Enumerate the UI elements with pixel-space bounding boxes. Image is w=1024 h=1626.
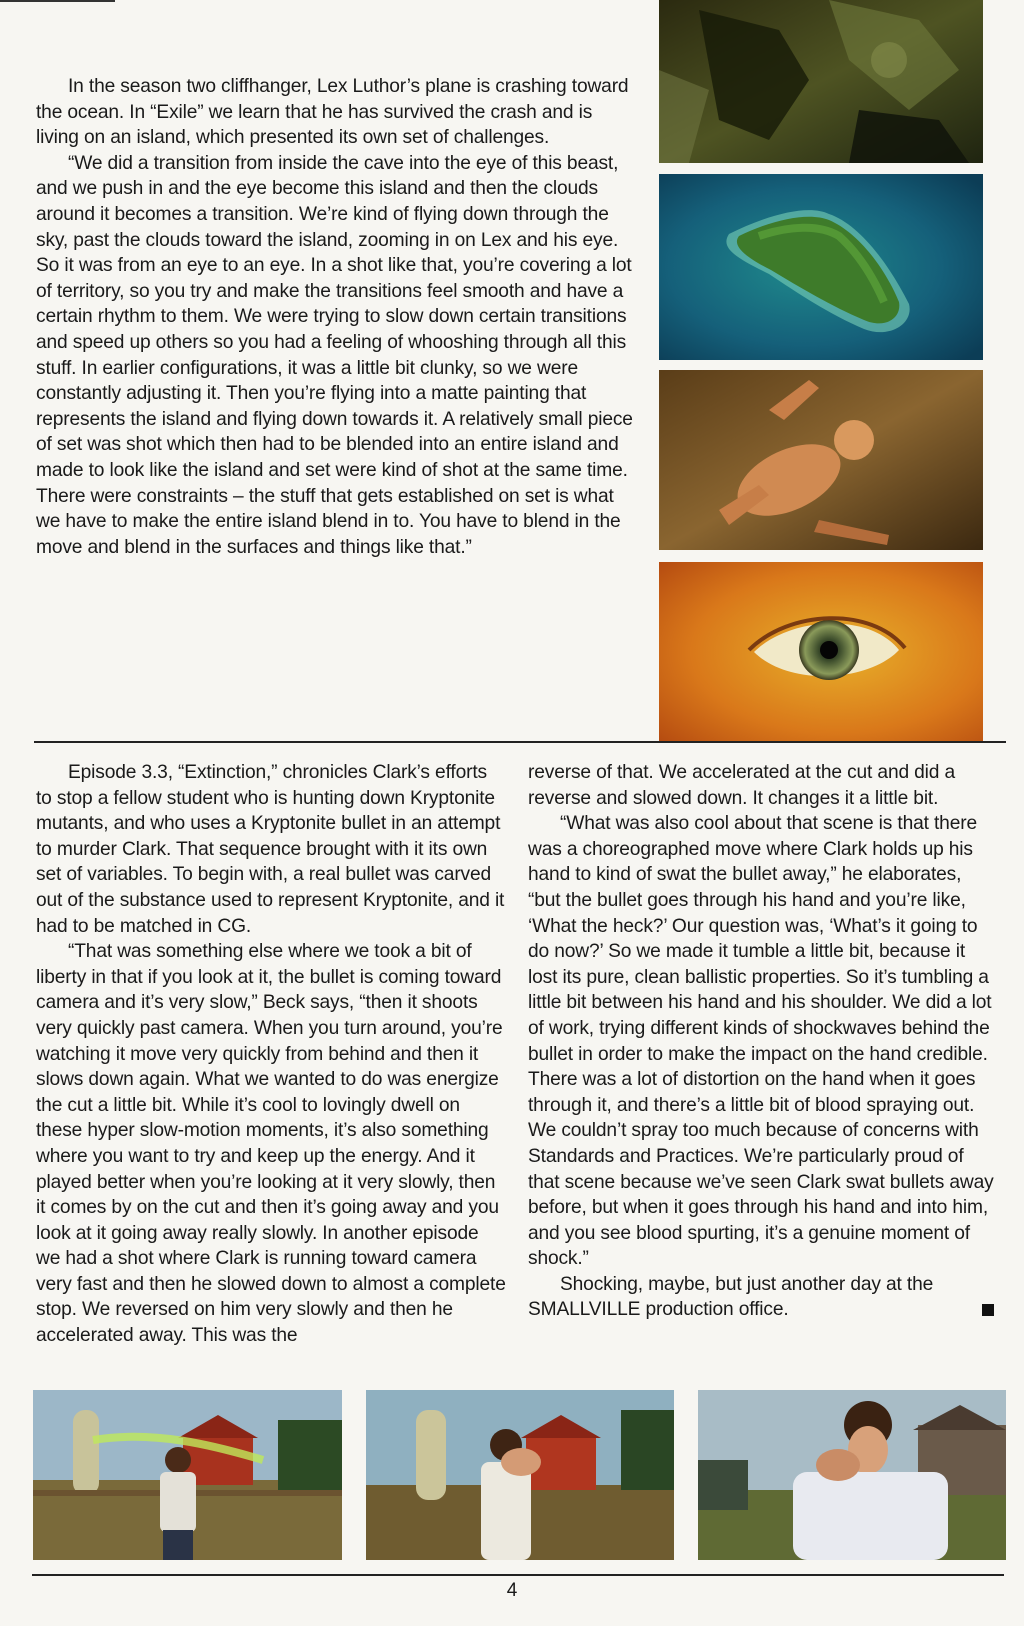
right-paragraph-1: “What was also cool about that scene is that there was a choreographed move where Clark holds up his hand to kind of swat the bullet away,” he elaborates, “but the bullet goes through his hand and you’re like, ‘What the heck?’ Our question was, ‘What’s it going to do now?’ So we made it tumble a little bit, because it lost its pure, clean ballistic properties. So it’s tumbling a little bit between his hand and his shoulder. We did a lot of work, trying different kinds of shockwaves behind the bullet in order to make the impact on the hand credible. There was a lot of distortion on the hand when it goes through it, and there’s a little bit of blood spraying out. We couldn’t spray too much because of concerns with Standards and Practices. We’re particularly proud of that scene because we’ve seen Clark swat bullets away before, but when it goes through his hand and into him, and you see blood spurting, it’s a genuine moment of shock.” [528, 813, 994, 1270]
left-paragraph-1: Episode 3.3, “Extinction,” chronicles Clark’s efforts to stop a fellow student who is hunting down Kryptonite mutants, and who uses a Kryptonite bullet in an attempt to murder Clark. That sequence brought with it its own set of variables. To begin with, a real bullet was carved out of the substance used to represent Kryptonite, and it had to be matched in CG. [36, 762, 505, 937]
photo-farm-still-1 [33, 1390, 342, 1560]
section-divider-rule [34, 741, 1006, 743]
photo-aerial-island [659, 174, 983, 360]
left-paragraph-2: “That was something else where we took a bit of liberty in that if you look at it, the bullet is coming toward camera and it’s very slow,” Beck says, “then it shoots very quickly past camera. When you turn around, you’re watching it move very quickly from behind and then it slows down again. What we wanted to do was energize the cut a little bit. While it’s cool to lovingly dwell on these hyper slow-motion moments, it’s also something where you want to try and keep up the energy. And it played better when you’re looking at it very slowly, then it comes by on the cut and then it’s going away and you look at it going away really slowly. In another episode we had a shot where Clark is running toward camera very fast and then he slowed down to almost a complete stop. We reversed on him very slowly and then he accelerated away. This was the [36, 941, 506, 1347]
top-paragraph-1: In the season two cliffhanger, Lex Luthor’s plane is crashing toward the ocean. In “Exile” we learn that he has survived the crash and is living on an island, which presented its own set of challenges. [36, 76, 629, 149]
photo-lex-lying-on-beach [659, 370, 983, 550]
photo-closeup-eye [659, 562, 983, 742]
photo-farm-still-2 [366, 1390, 674, 1560]
right-continuation-paragraph: reverse of that. We accelerated at the cut and did a reverse and slowed down. It changes it a little bit. [528, 762, 956, 809]
top-edge-rule [0, 0, 115, 2]
article-top-column [36, 74, 636, 560]
photo-farm-still-3 [698, 1390, 1006, 1560]
footer-rule [32, 1574, 1004, 1576]
article-left-column [36, 760, 506, 1349]
page-number: 4 [506, 1580, 518, 1601]
closing-sentence: Shocking, maybe, but just another day at the SMALLVILLE production office. [528, 1273, 934, 1321]
top-paragraph-2: “We did a transition from inside the cave into the eye of this beast, and we push in and the eye become this island and then the clouds around it becomes a transition. We’re kind of flying down through the sky, past the clouds toward the island, zooming in on Lex and his eye. So it was from an eye to an eye. In a shot like that, you’re covering a lot of territory, so you try and make the transitions feel smooth and have a certain rhythm to them. We were trying to slow down certain transitions and speed up others so you had a feeling of whooshing through all this stuff. In earlier configurations, it was a little bit clunky, so we were constantly adjusting it. Then you’re flying into a matte painting that represents the island and flying down towards it. A relatively small piece of set was shot which then had to be blended into an entire island and made to look like the island and set were kind of shot at the same time. There were constraints – the stuff that gets established on set is what we have to make the entire island blend in to. You have to blend in the move and blend in the surfaces and things like that.” [36, 152, 633, 558]
photo-rocky-cave-texture [659, 0, 983, 163]
article-right-column [528, 760, 998, 1323]
end-of-article-square-icon [982, 1304, 994, 1316]
right-paragraph-2 [528, 1272, 998, 1323]
